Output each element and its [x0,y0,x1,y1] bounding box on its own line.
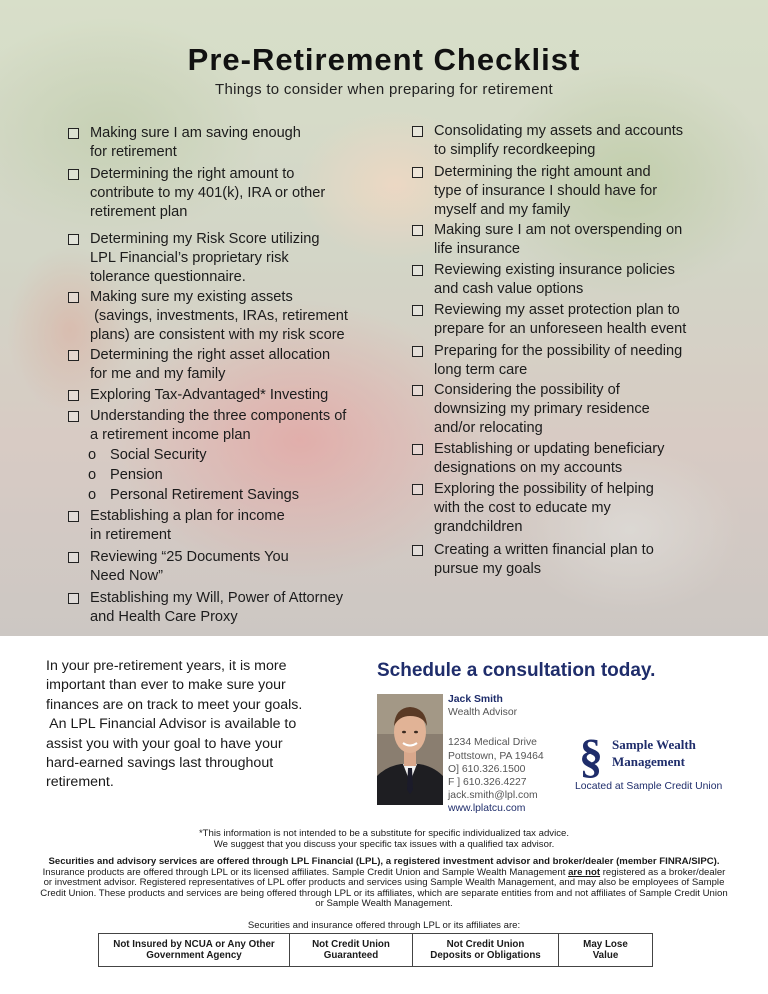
checklist-item [68,589,398,627]
checkbox-icon[interactable] [68,169,79,180]
logo-wordmark: Sample Wealth Management [612,737,696,769]
checklist-item-text: Reviewing “25 Documents You Need Now” [90,549,289,584]
checkbox-icon[interactable] [412,167,423,178]
checklist-item [68,407,398,445]
checklist-item [68,507,398,545]
sub-item-text: Social Security [110,447,207,463]
advisor-address-line1: 1234 Medical Drive [448,737,537,749]
checklist-item [68,288,398,345]
checklist-item-text: Reviewing my asset protection plan to prepare for an unforeseen health event [434,302,687,337]
sub-item [88,486,398,505]
insurance-table-caption: Securities and insurance offered through LPL or its affiliates are: [247,920,521,931]
checkbox-icon[interactable] [68,390,79,401]
checklist-item [68,124,398,162]
checklist-item [412,342,752,380]
checklist-item [68,165,398,222]
insurance-cell: May Lose Value [583,938,628,961]
checkbox-icon[interactable] [412,545,423,556]
checkbox-icon[interactable] [412,265,423,276]
advisor-email-link[interactable]: jack.smith@lpl.com [448,790,538,802]
advisor-office-phone: O] 610.326.1500 [448,763,526,775]
checkbox-icon[interactable] [412,126,423,137]
checklist-item-text: Determining the right amount and type of insurance I should have for myself and my family [434,164,658,218]
checklist-item [68,230,398,287]
insurance-disclosure-table [98,933,653,967]
checklist-item-text: Establishing my Will, Power of Attorney and Health Care Proxy [90,590,344,625]
checklist-item [68,386,398,405]
page-subtitle: Things to consider when preparing for retirement [215,81,553,98]
checkbox-icon[interactable] [68,552,79,563]
checkbox-icon[interactable] [412,385,423,396]
checklist-item [68,346,398,384]
checklist-item-text: Establishing or updating beneficiary designations on my accounts [434,441,665,476]
checkbox-icon[interactable] [68,411,79,422]
checklist-item [412,301,752,339]
checklist-item [412,541,752,579]
checklist-item-text: Creating a written financial plan to pursue my goals [434,542,654,577]
insurance-cell: Not Credit Union Deposits or Obligations [413,934,559,966]
checklist-item-text: Determining my Risk Score utilizing LPL Financial’s proprietary risk tolerance questionnaire. [90,231,320,285]
checklist-item [68,548,398,586]
checklist-item [412,480,752,537]
checklist-item-text: Preparing for the possibility of needing long term care [434,343,683,378]
checklist-item-text: Reviewing existing insurance policies and cash value options [434,262,675,297]
checkbox-icon[interactable] [412,346,423,357]
insurance-cell: Not Insured by NCUA or Any Other Government Agency [99,934,290,966]
checklist-right-column [412,122,752,579]
checklist-item [412,163,752,220]
bullet-o: o [88,487,97,503]
checkbox-icon[interactable] [68,234,79,245]
tax-disclaimer: *This information is not intended to be a substitute for specific individualized tax advice. We suggest that you discuss your specific tax issues with a qualified tax advisor. [198,828,570,851]
logo-subtitle: Located at Sample Credit Union [575,781,723,792]
checklist-item [412,221,752,259]
checklist-item-text: Making sure I am saving enough for retirement [90,125,301,160]
checklist-item-text: Making sure my existing assets (savings, investments, IRAs, retirement plans) are consistent with my risk score [90,289,348,343]
checklist-item [412,122,752,160]
advisor-address-line2: Pottstown, PA 19464 [448,750,544,762]
sub-item-text: Personal Retirement Savings [110,487,299,503]
legal-disclosure: Securities and advisory services are offered through LPL Financial (LPL), a registered investment advisor and broker/dealer (member FINRA/SIPC). Insurance products are offered through LPL or its licensed affiliates. Sample Credit Union and Sample Wealth Management are not registered as a broker/dealer or investment advisor. Registered representatives of LPL offer products and services using Sample Wealth Management, and may also be employees of Sample Credit Union. These products and services are being offered through LPL or its affiliates, which are separate entities from and not affiliates of Sample Credit Union or Sample Wealth Management. [40,856,728,910]
bullet-o: o [88,467,97,483]
checklist-item-text: Making sure I am not overspending on life insurance [434,222,683,257]
advisor-fax: F ] 610.326.4227 [448,777,527,789]
checklist-item [412,261,752,299]
checklist-item-text: Exploring the possibility of helping with the cost to educate my grandchildren [434,481,654,535]
checklist-item [412,381,752,438]
checklist-item-text: Determining the right asset allocation for me and my family [90,347,331,382]
advisor-website-link[interactable]: www.lplatcu.com [448,803,526,815]
checkbox-icon[interactable] [412,484,423,495]
checkbox-icon[interactable] [68,511,79,522]
svg-text:§: § [579,733,603,779]
sub-item-text: Pension [110,467,163,483]
checkbox-icon[interactable] [412,225,423,236]
intro-paragraph: In your pre-retirement years, it is more important than ever to make sure your finances are on track to meet your goals. An LPL Financial Advisor is available to assist you with your goal to have your hard-earned savings last throughout retirement. [46,658,303,791]
sub-item [88,466,398,485]
advisor-photo [377,694,443,805]
checklist-item-text: Consolidating my assets and accounts to simplify recordkeeping [434,123,684,158]
insurance-cell: Not Credit Union Guaranteed [290,934,413,966]
checklist-item-text: Establishing a plan for income in retirement [90,508,285,543]
checklist-left-column [68,122,398,627]
consultation-heading: Schedule a consultation today. [377,660,656,681]
checklist-item-text: Determining the right amount to contribute to my 401(k), IRA or other retirement plan [90,166,326,220]
checkbox-icon[interactable] [412,444,423,455]
section-sign-logo-icon [574,733,608,779]
checkbox-icon[interactable] [68,292,79,303]
sub-item [88,446,398,465]
checkbox-icon[interactable] [68,593,79,604]
checklist-item [412,440,752,478]
advisor-contact [448,693,544,816]
page-title: Pre-Retirement Checklist [187,42,581,77]
checkbox-icon[interactable] [68,350,79,361]
bullet-o: o [88,447,97,463]
checkbox-icon[interactable] [412,305,423,316]
advisor-role: Wealth Advisor [448,707,518,719]
advisor-portrait-icon [377,694,443,805]
checklist-item-text: Exploring Tax-Advantaged* Investing [90,387,329,403]
checkbox-icon[interactable] [68,128,79,139]
advisor-name: Jack Smith [448,694,503,705]
checklist-item-text: Considering the possibility of downsizing my primary residence and/or relocating [434,382,650,436]
checklist-item-text: Understanding the three components of a retirement income plan [90,408,347,443]
